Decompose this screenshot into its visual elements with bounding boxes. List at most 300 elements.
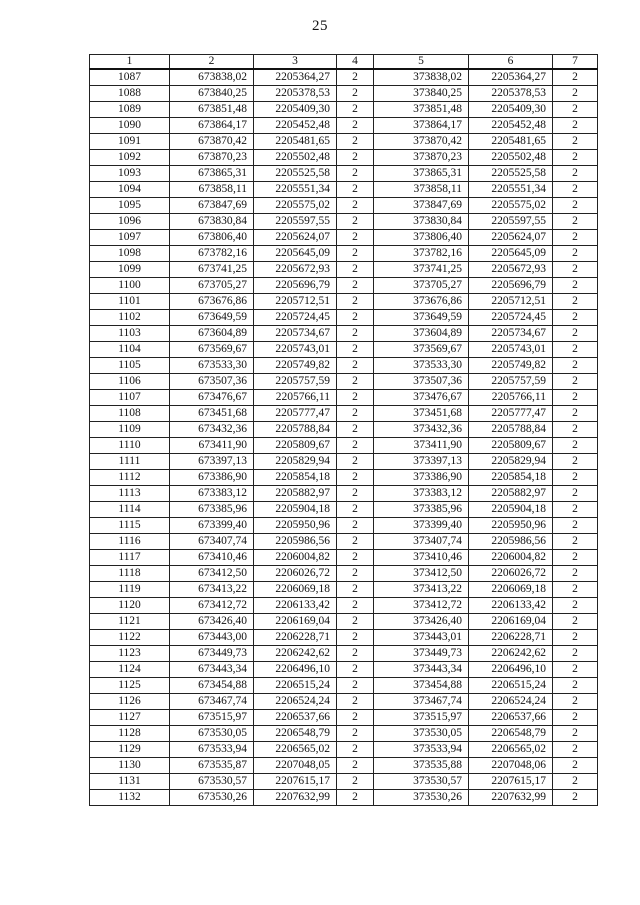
table-row — [90, 438, 598, 454]
cell-x-coordinate: 673413,22 — [170, 582, 254, 598]
table-row — [90, 678, 598, 694]
cell-method-code: 2 — [337, 630, 374, 646]
cell-x-coordinate-alt: 373386,90 — [374, 470, 469, 486]
column-header: 3 — [254, 55, 337, 70]
table-row — [90, 310, 598, 326]
cell-accuracy-code: 2 — [553, 790, 598, 806]
cell-point-number: 1088 — [90, 86, 170, 102]
table-row — [90, 598, 598, 614]
cell-point-number: 1122 — [90, 630, 170, 646]
cell-y-coordinate-alt: 2206565,02 — [469, 742, 553, 758]
table-row — [90, 342, 598, 358]
cell-method-code: 2 — [337, 614, 374, 630]
cell-y-coordinate-alt: 2205575,02 — [469, 198, 553, 214]
table-row — [90, 406, 598, 422]
cell-point-number: 1110 — [90, 438, 170, 454]
cell-accuracy-code: 2 — [553, 390, 598, 406]
cell-point-number: 1116 — [90, 534, 170, 550]
cell-y-coordinate: 2205409,30 — [254, 102, 337, 118]
cell-x-coordinate-alt: 373410,46 — [374, 550, 469, 566]
table-row — [90, 214, 598, 230]
cell-x-coordinate-alt: 373426,40 — [374, 614, 469, 630]
cell-y-coordinate-alt: 2205854,18 — [469, 470, 553, 486]
cell-accuracy-code: 2 — [553, 486, 598, 502]
cell-x-coordinate-alt: 373569,67 — [374, 342, 469, 358]
cell-point-number: 1121 — [90, 614, 170, 630]
cell-point-number: 1108 — [90, 406, 170, 422]
cell-method-code: 2 — [337, 342, 374, 358]
cell-accuracy-code: 2 — [553, 134, 598, 150]
cell-accuracy-code: 2 — [553, 582, 598, 598]
cell-y-coordinate: 2205986,56 — [254, 534, 337, 550]
cell-x-coordinate: 673847,69 — [170, 198, 254, 214]
cell-accuracy-code: 2 — [553, 470, 598, 486]
cell-y-coordinate: 2205645,09 — [254, 246, 337, 262]
cell-y-coordinate-alt: 2205672,93 — [469, 262, 553, 278]
cell-x-coordinate: 673476,67 — [170, 390, 254, 406]
cell-method-code: 2 — [337, 374, 374, 390]
cell-point-number: 1091 — [90, 134, 170, 150]
cell-y-coordinate-alt: 2206004,82 — [469, 550, 553, 566]
cell-accuracy-code: 2 — [553, 198, 598, 214]
cell-x-coordinate-alt: 373649,59 — [374, 310, 469, 326]
cell-accuracy-code: 2 — [553, 358, 598, 374]
cell-y-coordinate-alt: 2207048,06 — [469, 758, 553, 774]
cell-x-coordinate: 673840,25 — [170, 86, 254, 102]
cell-x-coordinate: 673741,25 — [170, 262, 254, 278]
cell-accuracy-code: 2 — [553, 534, 598, 550]
cell-y-coordinate-alt: 2205696,79 — [469, 278, 553, 294]
cell-y-coordinate: 2206515,24 — [254, 678, 337, 694]
cell-y-coordinate-alt: 2207615,17 — [469, 774, 553, 790]
cell-point-number: 1107 — [90, 390, 170, 406]
cell-method-code: 2 — [337, 310, 374, 326]
cell-accuracy-code: 2 — [553, 662, 598, 678]
cell-y-coordinate-alt: 2205645,09 — [469, 246, 553, 262]
cell-point-number: 1127 — [90, 710, 170, 726]
cell-x-coordinate-alt: 373840,25 — [374, 86, 469, 102]
cell-point-number: 1096 — [90, 214, 170, 230]
cell-x-coordinate: 673412,72 — [170, 598, 254, 614]
cell-y-coordinate: 2206524,24 — [254, 694, 337, 710]
cell-accuracy-code: 2 — [553, 566, 598, 582]
table-row — [90, 454, 598, 470]
table-row — [90, 486, 598, 502]
cell-x-coordinate: 673515,97 — [170, 710, 254, 726]
cell-method-code: 2 — [337, 118, 374, 134]
cell-x-coordinate: 673870,42 — [170, 134, 254, 150]
cell-method-code: 2 — [337, 294, 374, 310]
cell-x-coordinate: 673830,84 — [170, 214, 254, 230]
table-row — [90, 134, 598, 150]
cell-method-code: 2 — [337, 470, 374, 486]
cell-y-coordinate: 2205724,45 — [254, 310, 337, 326]
table-row — [90, 118, 598, 134]
column-header: 1 — [90, 55, 170, 70]
cell-x-coordinate-alt: 373515,97 — [374, 710, 469, 726]
cell-y-coordinate-alt: 2205734,67 — [469, 326, 553, 342]
cell-x-coordinate-alt: 373533,30 — [374, 358, 469, 374]
table-row — [90, 166, 598, 182]
cell-x-coordinate: 673705,27 — [170, 278, 254, 294]
cell-point-number: 1097 — [90, 230, 170, 246]
cell-x-coordinate: 673443,34 — [170, 662, 254, 678]
cell-x-coordinate-alt: 373864,17 — [374, 118, 469, 134]
cell-method-code: 2 — [337, 422, 374, 438]
cell-accuracy-code: 2 — [553, 630, 598, 646]
cell-x-coordinate-alt: 373407,74 — [374, 534, 469, 550]
cell-accuracy-code: 2 — [553, 518, 598, 534]
cell-accuracy-code: 2 — [553, 230, 598, 246]
cell-y-coordinate-alt: 2205502,48 — [469, 150, 553, 166]
table-row — [90, 662, 598, 678]
cell-point-number: 1090 — [90, 118, 170, 134]
cell-y-coordinate: 2205597,55 — [254, 214, 337, 230]
cell-method-code: 2 — [337, 198, 374, 214]
cell-method-code: 2 — [337, 646, 374, 662]
table-row — [90, 534, 598, 550]
cell-y-coordinate: 2205696,79 — [254, 278, 337, 294]
cell-method-code: 2 — [337, 566, 374, 582]
cell-method-code: 2 — [337, 214, 374, 230]
cell-y-coordinate: 2207048,05 — [254, 758, 337, 774]
cell-y-coordinate-alt: 2206524,24 — [469, 694, 553, 710]
cell-x-coordinate: 673467,74 — [170, 694, 254, 710]
cell-y-coordinate: 2206004,82 — [254, 550, 337, 566]
cell-y-coordinate-alt: 2205624,07 — [469, 230, 553, 246]
cell-x-coordinate: 673870,23 — [170, 150, 254, 166]
cell-y-coordinate-alt: 2205743,01 — [469, 342, 553, 358]
cell-accuracy-code: 2 — [553, 150, 598, 166]
cell-y-coordinate-alt: 2205724,45 — [469, 310, 553, 326]
table-row — [90, 390, 598, 406]
cell-x-coordinate-alt: 373385,96 — [374, 502, 469, 518]
cell-point-number: 1098 — [90, 246, 170, 262]
cell-accuracy-code: 2 — [553, 118, 598, 134]
cell-method-code: 2 — [337, 230, 374, 246]
cell-x-coordinate-alt: 373865,31 — [374, 166, 469, 182]
cell-x-coordinate: 673806,40 — [170, 230, 254, 246]
cell-accuracy-code: 2 — [553, 598, 598, 614]
cell-y-coordinate-alt: 2205950,96 — [469, 518, 553, 534]
cell-x-coordinate-alt: 373676,86 — [374, 294, 469, 310]
cell-point-number: 1099 — [90, 262, 170, 278]
cell-method-code: 2 — [337, 86, 374, 102]
cell-y-coordinate: 2206133,42 — [254, 598, 337, 614]
cell-point-number: 1094 — [90, 182, 170, 198]
cell-accuracy-code: 2 — [553, 438, 598, 454]
table-row — [90, 326, 598, 342]
cell-y-coordinate-alt: 2205749,82 — [469, 358, 553, 374]
cell-y-coordinate: 2205378,53 — [254, 86, 337, 102]
cell-y-coordinate: 2206537,66 — [254, 710, 337, 726]
cell-y-coordinate-alt: 2206133,42 — [469, 598, 553, 614]
cell-method-code: 2 — [337, 326, 374, 342]
cell-accuracy-code: 2 — [553, 710, 598, 726]
cell-point-number: 1115 — [90, 518, 170, 534]
cell-x-coordinate-alt: 373412,50 — [374, 566, 469, 582]
cell-x-coordinate-alt: 373847,69 — [374, 198, 469, 214]
cell-y-coordinate-alt: 2206242,62 — [469, 646, 553, 662]
cell-x-coordinate: 673649,59 — [170, 310, 254, 326]
cell-y-coordinate-alt: 2205766,11 — [469, 390, 553, 406]
cell-method-code: 2 — [337, 774, 374, 790]
table-row — [90, 262, 598, 278]
cell-accuracy-code: 2 — [553, 774, 598, 790]
cell-method-code: 2 — [337, 790, 374, 806]
cell-point-number: 1119 — [90, 582, 170, 598]
cell-x-coordinate-alt: 373782,16 — [374, 246, 469, 262]
cell-y-coordinate-alt: 2205829,94 — [469, 454, 553, 470]
cell-y-coordinate: 2205575,02 — [254, 198, 337, 214]
cell-accuracy-code: 2 — [553, 550, 598, 566]
table-row — [90, 614, 598, 630]
table-row — [90, 358, 598, 374]
cell-point-number: 1109 — [90, 422, 170, 438]
cell-x-coordinate-alt: 373449,73 — [374, 646, 469, 662]
cell-point-number: 1130 — [90, 758, 170, 774]
cell-accuracy-code: 2 — [553, 326, 598, 342]
cell-y-coordinate-alt: 2206496,10 — [469, 662, 553, 678]
cell-accuracy-code: 2 — [553, 742, 598, 758]
cell-x-coordinate-alt: 373443,34 — [374, 662, 469, 678]
cell-point-number: 1092 — [90, 150, 170, 166]
cell-method-code: 2 — [337, 150, 374, 166]
cell-x-coordinate: 673838,02 — [170, 69, 254, 86]
table-body — [90, 69, 598, 806]
cell-method-code: 2 — [337, 534, 374, 550]
cell-y-coordinate: 2206565,02 — [254, 742, 337, 758]
cell-x-coordinate-alt: 373851,48 — [374, 102, 469, 118]
cell-point-number: 1125 — [90, 678, 170, 694]
cell-x-coordinate-alt: 373530,05 — [374, 726, 469, 742]
cell-y-coordinate-alt: 2205986,56 — [469, 534, 553, 550]
cell-method-code: 2 — [337, 69, 374, 86]
cell-x-coordinate: 673858,11 — [170, 182, 254, 198]
table-row — [90, 422, 598, 438]
cell-x-coordinate-alt: 373870,23 — [374, 150, 469, 166]
cell-y-coordinate-alt: 2206228,71 — [469, 630, 553, 646]
cell-point-number: 1126 — [90, 694, 170, 710]
cell-point-number: 1117 — [90, 550, 170, 566]
cell-accuracy-code: 2 — [553, 614, 598, 630]
cell-method-code: 2 — [337, 710, 374, 726]
cell-accuracy-code: 2 — [553, 758, 598, 774]
cell-y-coordinate-alt: 2206537,66 — [469, 710, 553, 726]
cell-point-number: 1104 — [90, 342, 170, 358]
cell-point-number: 1114 — [90, 502, 170, 518]
cell-accuracy-code: 2 — [553, 678, 598, 694]
cell-x-coordinate-alt: 373604,89 — [374, 326, 469, 342]
cell-x-coordinate: 673451,68 — [170, 406, 254, 422]
cell-x-coordinate: 673864,17 — [170, 118, 254, 134]
cell-accuracy-code: 2 — [553, 422, 598, 438]
cell-point-number: 1131 — [90, 774, 170, 790]
cell-y-coordinate-alt: 2206548,79 — [469, 726, 553, 742]
cell-y-coordinate: 2205364,27 — [254, 69, 337, 86]
cell-x-coordinate: 673410,46 — [170, 550, 254, 566]
cell-accuracy-code: 2 — [553, 182, 598, 198]
table-row — [90, 742, 598, 758]
cell-y-coordinate: 2205624,07 — [254, 230, 337, 246]
cell-y-coordinate: 2205743,01 — [254, 342, 337, 358]
cell-method-code: 2 — [337, 486, 374, 502]
cell-method-code: 2 — [337, 550, 374, 566]
table-row — [90, 502, 598, 518]
cell-x-coordinate-alt: 373412,72 — [374, 598, 469, 614]
cell-y-coordinate: 2205481,65 — [254, 134, 337, 150]
cell-method-code: 2 — [337, 390, 374, 406]
cell-y-coordinate-alt: 2205364,27 — [469, 69, 553, 86]
cell-accuracy-code: 2 — [553, 262, 598, 278]
cell-x-coordinate: 673533,30 — [170, 358, 254, 374]
cell-accuracy-code: 2 — [553, 278, 598, 294]
table-row — [90, 150, 598, 166]
cell-y-coordinate-alt: 2205452,48 — [469, 118, 553, 134]
cell-y-coordinate-alt: 2205551,34 — [469, 182, 553, 198]
table-row — [90, 278, 598, 294]
cell-point-number: 1118 — [90, 566, 170, 582]
column-header: 4 — [337, 55, 374, 70]
cell-accuracy-code: 2 — [553, 310, 598, 326]
table-row — [90, 566, 598, 582]
table-row — [90, 86, 598, 102]
cell-accuracy-code: 2 — [553, 342, 598, 358]
cell-point-number: 1120 — [90, 598, 170, 614]
cell-method-code: 2 — [337, 582, 374, 598]
table-header — [90, 55, 598, 70]
table-row — [90, 470, 598, 486]
cell-x-coordinate: 673530,57 — [170, 774, 254, 790]
cell-y-coordinate-alt: 2205378,53 — [469, 86, 553, 102]
cell-y-coordinate-alt: 2205757,59 — [469, 374, 553, 390]
cell-point-number: 1087 — [90, 69, 170, 86]
cell-x-coordinate: 673412,50 — [170, 566, 254, 582]
cell-y-coordinate-alt: 2205788,84 — [469, 422, 553, 438]
cell-x-coordinate: 673569,67 — [170, 342, 254, 358]
cell-y-coordinate: 2205734,67 — [254, 326, 337, 342]
cell-accuracy-code: 2 — [553, 694, 598, 710]
cell-method-code: 2 — [337, 134, 374, 150]
cell-accuracy-code: 2 — [553, 454, 598, 470]
table-row — [90, 182, 598, 198]
cell-x-coordinate-alt: 373858,11 — [374, 182, 469, 198]
cell-x-coordinate: 673865,31 — [170, 166, 254, 182]
cell-accuracy-code: 2 — [553, 646, 598, 662]
cell-accuracy-code: 2 — [553, 294, 598, 310]
cell-x-coordinate: 673443,00 — [170, 630, 254, 646]
cell-method-code: 2 — [337, 406, 374, 422]
cell-y-coordinate: 2207632,99 — [254, 790, 337, 806]
cell-y-coordinate: 2205904,18 — [254, 502, 337, 518]
cell-x-coordinate: 673530,26 — [170, 790, 254, 806]
table-row — [90, 774, 598, 790]
cell-x-coordinate: 673386,90 — [170, 470, 254, 486]
cell-y-coordinate: 2206548,79 — [254, 726, 337, 742]
cell-method-code: 2 — [337, 182, 374, 198]
cell-accuracy-code: 2 — [553, 502, 598, 518]
cell-y-coordinate-alt: 2206515,24 — [469, 678, 553, 694]
column-header: 2 — [170, 55, 254, 70]
cell-x-coordinate-alt: 373705,27 — [374, 278, 469, 294]
cell-x-coordinate-alt: 373411,90 — [374, 438, 469, 454]
table-row — [90, 550, 598, 566]
cell-x-coordinate-alt: 373443,01 — [374, 630, 469, 646]
cell-y-coordinate: 2205525,58 — [254, 166, 337, 182]
table-row — [90, 758, 598, 774]
table-row — [90, 69, 598, 86]
cell-method-code: 2 — [337, 358, 374, 374]
table-row — [90, 630, 598, 646]
table-row — [90, 518, 598, 534]
cell-x-coordinate: 673782,16 — [170, 246, 254, 262]
cell-accuracy-code: 2 — [553, 374, 598, 390]
cell-y-coordinate: 2206242,62 — [254, 646, 337, 662]
cell-x-coordinate-alt: 373399,40 — [374, 518, 469, 534]
cell-x-coordinate-alt: 373507,36 — [374, 374, 469, 390]
cell-x-coordinate: 673383,12 — [170, 486, 254, 502]
cell-y-coordinate-alt: 2205597,55 — [469, 214, 553, 230]
cell-y-coordinate: 2206228,71 — [254, 630, 337, 646]
cell-point-number: 1112 — [90, 470, 170, 486]
cell-x-coordinate-alt: 373432,36 — [374, 422, 469, 438]
cell-y-coordinate-alt: 2205409,30 — [469, 102, 553, 118]
cell-x-coordinate-alt: 373830,84 — [374, 214, 469, 230]
cell-x-coordinate: 673426,40 — [170, 614, 254, 630]
cell-y-coordinate: 2205766,11 — [254, 390, 337, 406]
table-row — [90, 198, 598, 214]
table-row — [90, 710, 598, 726]
cell-method-code: 2 — [337, 662, 374, 678]
cell-method-code: 2 — [337, 102, 374, 118]
cell-point-number: 1129 — [90, 742, 170, 758]
cell-point-number: 1095 — [90, 198, 170, 214]
cell-y-coordinate-alt: 2206026,72 — [469, 566, 553, 582]
cell-x-coordinate: 673454,88 — [170, 678, 254, 694]
cell-y-coordinate-alt: 2205777,47 — [469, 406, 553, 422]
cell-y-coordinate: 2205452,48 — [254, 118, 337, 134]
cell-x-coordinate-alt: 373870,42 — [374, 134, 469, 150]
cell-accuracy-code: 2 — [553, 102, 598, 118]
cell-x-coordinate: 673411,90 — [170, 438, 254, 454]
cell-y-coordinate: 2206496,10 — [254, 662, 337, 678]
cell-y-coordinate: 2205809,67 — [254, 438, 337, 454]
cell-x-coordinate: 673533,94 — [170, 742, 254, 758]
column-header: 5 — [374, 55, 469, 70]
cell-accuracy-code: 2 — [553, 726, 598, 742]
cell-point-number: 1106 — [90, 374, 170, 390]
table-row — [90, 294, 598, 310]
cell-y-coordinate-alt: 2205712,51 — [469, 294, 553, 310]
cell-y-coordinate: 2205882,97 — [254, 486, 337, 502]
cell-method-code: 2 — [337, 166, 374, 182]
cell-method-code: 2 — [337, 278, 374, 294]
cell-x-coordinate-alt: 373806,40 — [374, 230, 469, 246]
cell-x-coordinate-alt: 373476,67 — [374, 390, 469, 406]
cell-point-number: 1111 — [90, 454, 170, 470]
cell-accuracy-code: 2 — [553, 406, 598, 422]
cell-method-code: 2 — [337, 454, 374, 470]
cell-x-coordinate: 673530,05 — [170, 726, 254, 742]
cell-y-coordinate-alt: 2205481,65 — [469, 134, 553, 150]
cell-point-number: 1124 — [90, 662, 170, 678]
cell-y-coordinate: 2205777,47 — [254, 406, 337, 422]
cell-y-coordinate-alt: 2206169,04 — [469, 614, 553, 630]
cell-x-coordinate: 673432,36 — [170, 422, 254, 438]
cell-x-coordinate-alt: 373454,88 — [374, 678, 469, 694]
cell-x-coordinate: 673604,89 — [170, 326, 254, 342]
cell-accuracy-code: 2 — [553, 86, 598, 102]
